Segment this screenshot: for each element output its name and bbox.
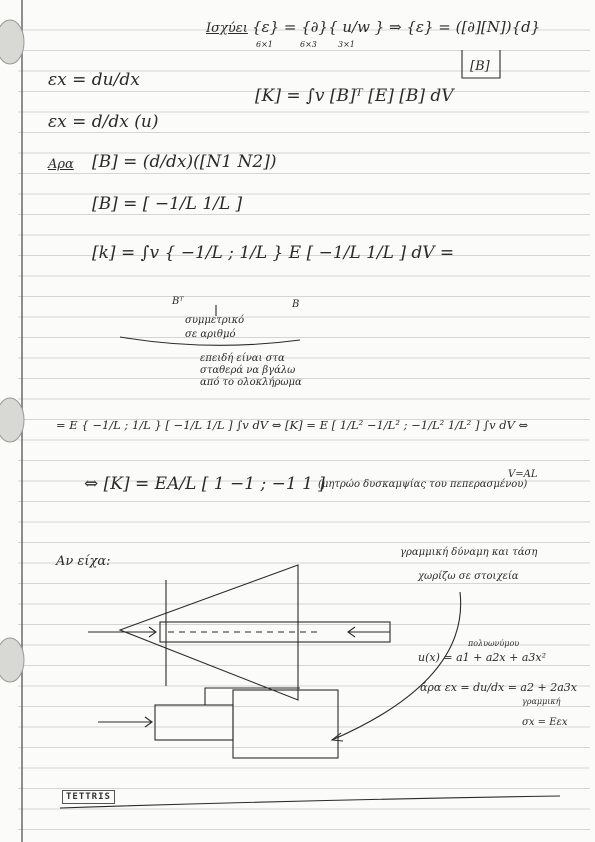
b-definition: [B] = (d/dx)([N1 N2]): [92, 152, 277, 172]
strain-relation: {ε} = {∂}{ u/w } ⇒ {ε} = ([∂][N]){d}: [252, 18, 541, 36]
eps-x-operator: εx = d/dx (u): [48, 112, 159, 132]
eps-polynomial: άρα εx = du/dx = a2 + 2a3x: [420, 681, 577, 694]
k-expanded-integral: [k] = ∫v { −1/L ; 1/L } E [ −1/L 1/L ] dV =: [92, 243, 455, 263]
right-note-split: χωρίζω σε στοιχεία: [418, 571, 519, 582]
stepped-bar-small: [155, 705, 233, 740]
note-in-number: σε αριθμό: [185, 329, 236, 340]
dim-6x3: 6×3: [300, 40, 317, 49]
u-polynomial: u(x) = a1 + a2x + a3x²: [418, 651, 546, 664]
bottom-stroke: [60, 796, 560, 808]
ara-label: Αρα: [48, 157, 74, 172]
b-values: [B] = [ −1/L 1/L ]: [92, 194, 243, 214]
sigma-equation: σx = Eεx: [522, 717, 568, 728]
note-symmetric: συμμετρικό: [185, 315, 245, 326]
note-constants-out: σταθερά να βγάλω: [200, 365, 296, 376]
poly-note: πολυωνύμου: [468, 639, 520, 648]
dim-3x1: 3×1: [338, 40, 355, 49]
v-al-note: V=AL: [508, 469, 538, 480]
k-step-equation: = E { −1/L ; 1/L } [ −1/L 1/L ] ∫v dV ⇔ [K] = E [ 1/L² −1/L² ; −1/L² 1/L² ] ∫v dV ⇔: [56, 418, 529, 432]
k-final-note: (μητρώο δυσκαμψίας του πεπερασμένου): [318, 479, 528, 490]
note-since-in: επειδή είναι στα: [200, 353, 285, 364]
bt-label: Bᵀ: [172, 296, 184, 307]
dim-6x1: 6×1: [256, 40, 273, 49]
b-box-label: [B]: [470, 59, 490, 74]
notebook-brand-logo: TETTRIS: [62, 790, 115, 804]
binder-hole: [0, 638, 24, 682]
note-arrow: [332, 592, 461, 740]
an-eixa-label: Αν είχα:: [56, 554, 111, 569]
right-note-linear-force: γραμμική δύναμη και τάση: [400, 547, 538, 558]
eps-linear-note: γραμμική: [522, 697, 561, 706]
binder-hole: [0, 398, 24, 442]
binder-hole: [0, 20, 24, 64]
isxyei-label: Ισχύει: [206, 21, 248, 36]
k-integral: [K] = ∫v [B]ᵀ [E] [B] dV: [255, 86, 454, 106]
eps-x-definition: εx = du/dx: [48, 70, 140, 90]
note-from-integral: από το ολοκλήρωμα: [200, 377, 302, 388]
k-final-equation: ⇔ [K] = EA/L [ 1 −1 ; −1 1 ]: [84, 474, 325, 494]
b-label: B: [292, 299, 300, 310]
